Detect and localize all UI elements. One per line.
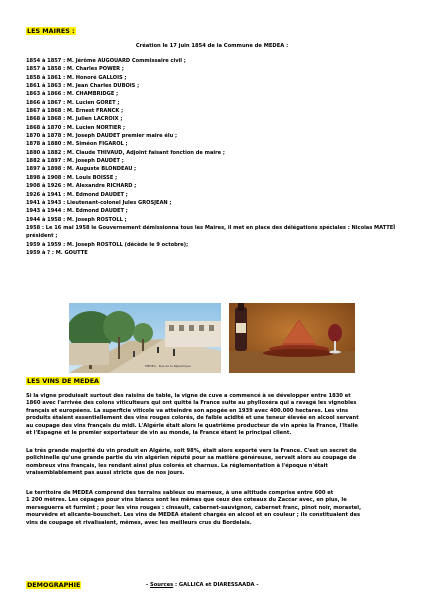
creation-title: Création le 17 juin 1854 de la Commune de MEDEA : [135, 43, 289, 49]
sources-line [146, 582, 258, 588]
mayor-entry: 1898 à 1908 : M. Louis BOISSE ; [26, 174, 118, 181]
mayor-entry: 1897 à 1898 : M. Auguste BLONDEAU ; [26, 166, 137, 173]
paragraph-line: merseguerra et furmint ; pour les vins rouges : cinsault, cabernet-sauvignon, cabernet franc, pinot noir, morastel, [26, 504, 362, 511]
mayor-entry: 1959 à 1959 : M. Joseph ROSTOLL (décède le 9 octobre); [26, 241, 189, 248]
mayor-entry: 1854 à 1857 : M. Jérôme AUGOUARD Commissaire civil ; [26, 58, 186, 64]
photo-caption: MEDEA - Rue de la République [145, 364, 191, 368]
paragraph-line: polichinelle qu'une grande partie du vin algérien réputé pour sa matière généreuse, servait alors au coupage de [26, 455, 357, 462]
mayor-entry: 1882 à 1897 : M. Joseph DAUDET ; [26, 158, 124, 165]
vins-paragraph-2 [26, 448, 398, 478]
wine-tajine-image [229, 303, 355, 373]
mayor-entry: 1958 : Le 16 mai 1958 le Gouvernement démissionna tous les Maires, il met en place des délégations spéciales : Nicolas MATTEÏ président ; [26, 224, 396, 240]
sources-label: Sources [149, 582, 174, 588]
paragraph-line: vins de coupage et rivalisaient, mêmes, avec les meilleurs crus du Bordelais. [26, 519, 252, 526]
mayor-entry: 1861 à 1863 : M. Jean Charles DUBOIS ; [26, 83, 140, 90]
mayor-entry: 1878 à 1880 : M. Siméon FIGAROL ; [26, 141, 128, 148]
mayor-entry: 1867 à 1868 : M. Ernest FRANCK ; [26, 108, 124, 115]
paragraph-line: produits étaient essentiellement des vins rouges colorés, de faible acidité et une teneur élevée en alcool servant [26, 415, 359, 422]
paragraph-line: La très grande majorité du vin produit en Algérie, soit 98%, était alors exporté vers la France. C'est un secret de [26, 448, 357, 454]
paragraph-line: français et européens. La superficie viticole va atteindre son apogée en 1939 avec 400.000 hectares. Les vins [26, 407, 349, 414]
mayor-entry: 1941 à 1943 : Lieutenant-colonel Jules GROSJEAN ; [26, 199, 172, 206]
section-title-maires: LES MAIRES : [27, 27, 75, 35]
mayor-entry: 1870 à 1878 : M. Joseph DAUDET premier maire élu ; [26, 133, 178, 140]
mayor-entry: 1908 à 1926 : M. Alexandre RICHARD ; [26, 183, 137, 190]
mayor-entry: 1866 à 1867 : M. Lucien GORET ; [26, 99, 120, 106]
mayor-entry: 1880 à 1882 : M. Claude THIVAUD, Adjoint faisant fonction de maire ; [26, 149, 225, 156]
mayor-entry: 1926 à 1941 : M. Edmond DAUDET ; [26, 191, 128, 198]
sources-dash-right: - [256, 582, 259, 588]
paragraph-line: 1860 avec l'arrivée des colons viticulteurs qui ont quitté la France suite au phylloxéra qui a ravagé les vignobles [26, 400, 357, 407]
paragraph-line: vraisemblablement pas aussi stricte que de nos jours. [26, 470, 185, 477]
mayor-entry: 1959 à ? : M. GOUTTE [26, 249, 88, 256]
mayor-entry: 1857 à 1858 : M. Charles POWER ; [26, 66, 124, 73]
mayor-entry: 1868 à 1870 : M. Lucien NORTIER ; [26, 124, 126, 131]
mayor-list [26, 57, 398, 257]
wine-tajine-photo [229, 303, 355, 373]
sources-dash-left: - [146, 582, 149, 588]
mayor-entry: 1863 à 1866 : M. CHAMBRIDGE ; [26, 91, 119, 98]
paragraph-line: mourvèdre et alicante-bouschet. Les vins de MEDEA étaient chargés en alcool et en couleur ; ils constituaient des [26, 512, 361, 519]
vins-paragraph-3 [26, 490, 398, 527]
street-photo [69, 303, 221, 373]
section-title-demographie: DEMOGRAPHIE [27, 581, 81, 589]
mayor-entry: 1943 à 1944 : M. Edmond DAUDET ; [26, 208, 128, 215]
paragraph-line: 1 200 mètres. Les cépages pour vins blancs sont les mêmes que ceux des coteaux du Zaccar avec, en plus, le [26, 497, 347, 504]
paragraph-line: au coupage des vins français du midi. L'Algérie était alors le quatrième producteur de vin après la France, l'Italie [26, 422, 358, 429]
mayor-entry: 1858 à 1861 : M. Honoré GALLOIS ; [26, 74, 127, 81]
paragraph-line: Si la vigne produisait surtout des raisins de table, la vigne de cuve a commencé à se développer entre 1830 et [26, 393, 351, 399]
paragraph-line: Le territoire de MEDEA comprend des terrains sableux ou marneux, à une altitude comprise entre 600 et [26, 490, 334, 496]
paragraph-line: nombreux vins français, les rendant ainsi plus colorés et charnus. La réglementation à l'époque n'était [26, 462, 328, 469]
mayor-entry: 1944 à 1958 : M. Joseph ROSTOLL ; [26, 216, 127, 223]
sources-text: GALLICA et DIARESSAADA [178, 582, 255, 588]
mayor-entry: 1868 à 1868 : M. Julien LACROIX ; [26, 116, 123, 123]
vins-paragraph-1 [26, 393, 398, 438]
paragraph-line: et l'Espagne et le premier exportateur de vin au monde, la France étant le principal client. [26, 430, 292, 437]
sources-separator: : [173, 582, 179, 588]
street-photo-image [69, 303, 221, 373]
section-title-vins: LES VINS DE MEDEA [27, 377, 100, 385]
